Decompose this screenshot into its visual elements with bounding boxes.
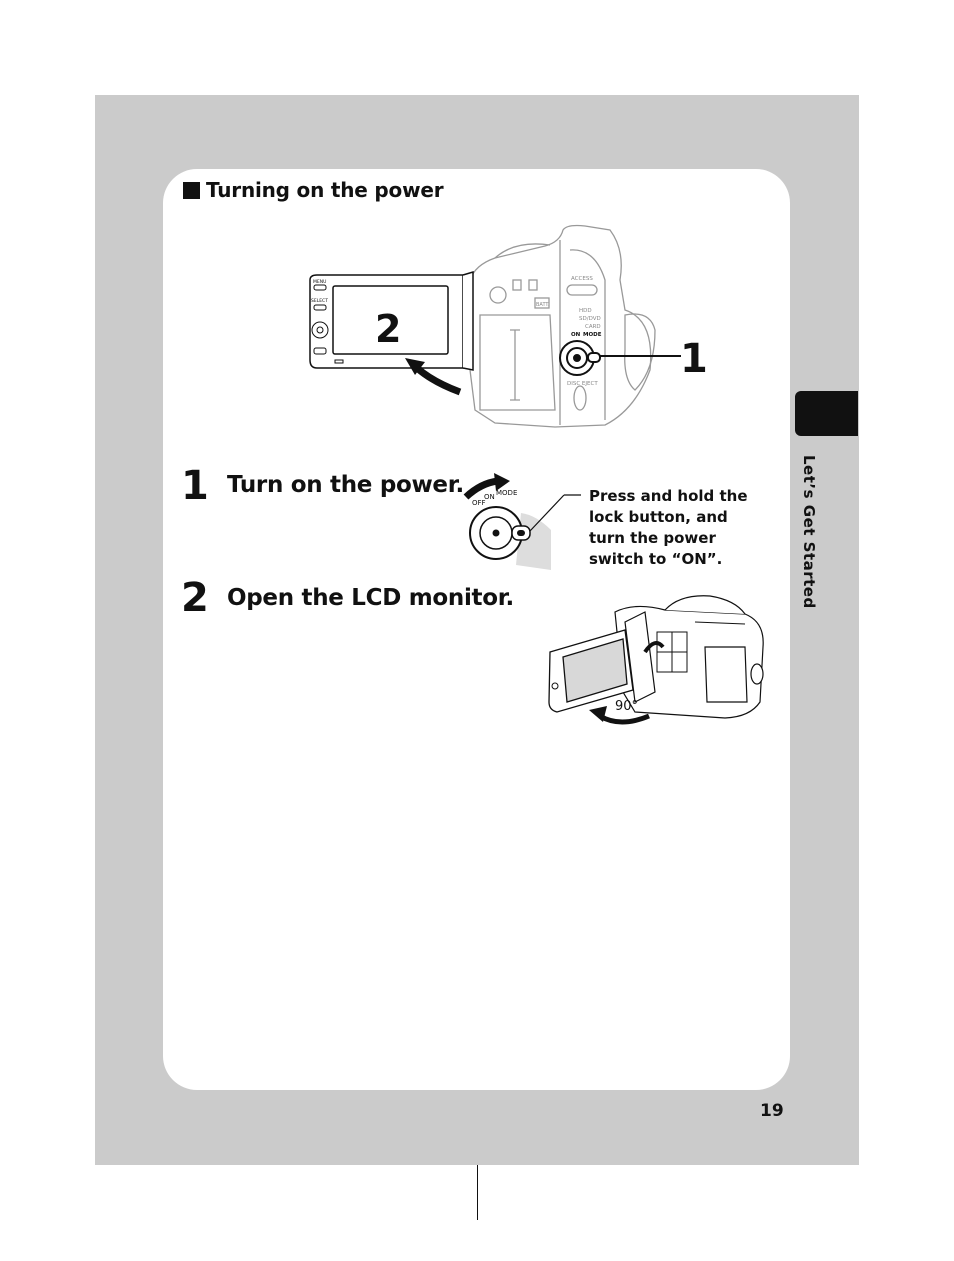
switch-off-label: OFF bbox=[472, 499, 486, 507]
figure-label-1: 1 bbox=[680, 336, 708, 382]
lcd-open-drawing bbox=[545, 592, 770, 732]
step-1-number: 1 bbox=[181, 463, 209, 509]
lcd-open-illustration bbox=[545, 592, 770, 732]
page-number: 19 bbox=[760, 1101, 784, 1121]
switch-on-label: ON bbox=[484, 493, 495, 501]
crop-mark bbox=[477, 1165, 478, 1220]
card-label: CARD bbox=[585, 324, 601, 330]
batt-label: BATT. bbox=[536, 302, 550, 308]
on-label: ON bbox=[571, 332, 581, 338]
step-2-title: Open the LCD monitor. bbox=[227, 585, 514, 611]
chapter-tab bbox=[795, 391, 858, 436]
step-2-number: 2 bbox=[181, 575, 209, 621]
callout-text: Press and hold the lock button, and turn the power switch to “ON”. bbox=[589, 487, 748, 568]
hdd-label: HDD bbox=[579, 308, 592, 314]
chapter-label: Let’s Get Started bbox=[800, 455, 818, 609]
camcorder-illustration bbox=[305, 220, 708, 432]
menu-label: MENU bbox=[313, 280, 327, 285]
section-heading bbox=[183, 178, 443, 202]
figure-label-2: 2 bbox=[375, 307, 402, 351]
section-title: Turning on the power bbox=[206, 178, 444, 202]
angle-label: 90° bbox=[615, 699, 639, 714]
access-label: ACCESS bbox=[571, 276, 593, 282]
power-switch-drawing bbox=[456, 475, 596, 575]
square-bullet-icon bbox=[183, 182, 200, 199]
switch-mode-label: MODE bbox=[496, 489, 518, 497]
step-1-title: Turn on the power. bbox=[227, 472, 464, 498]
camcorder-drawing bbox=[305, 220, 708, 432]
power-switch-illustration bbox=[456, 475, 596, 575]
disc-eject-label: DISC EJECT bbox=[567, 381, 598, 387]
sd-label: SD/DVD bbox=[579, 316, 601, 322]
select-label: SELECT bbox=[311, 299, 328, 304]
mode-label: MODE bbox=[583, 332, 602, 338]
